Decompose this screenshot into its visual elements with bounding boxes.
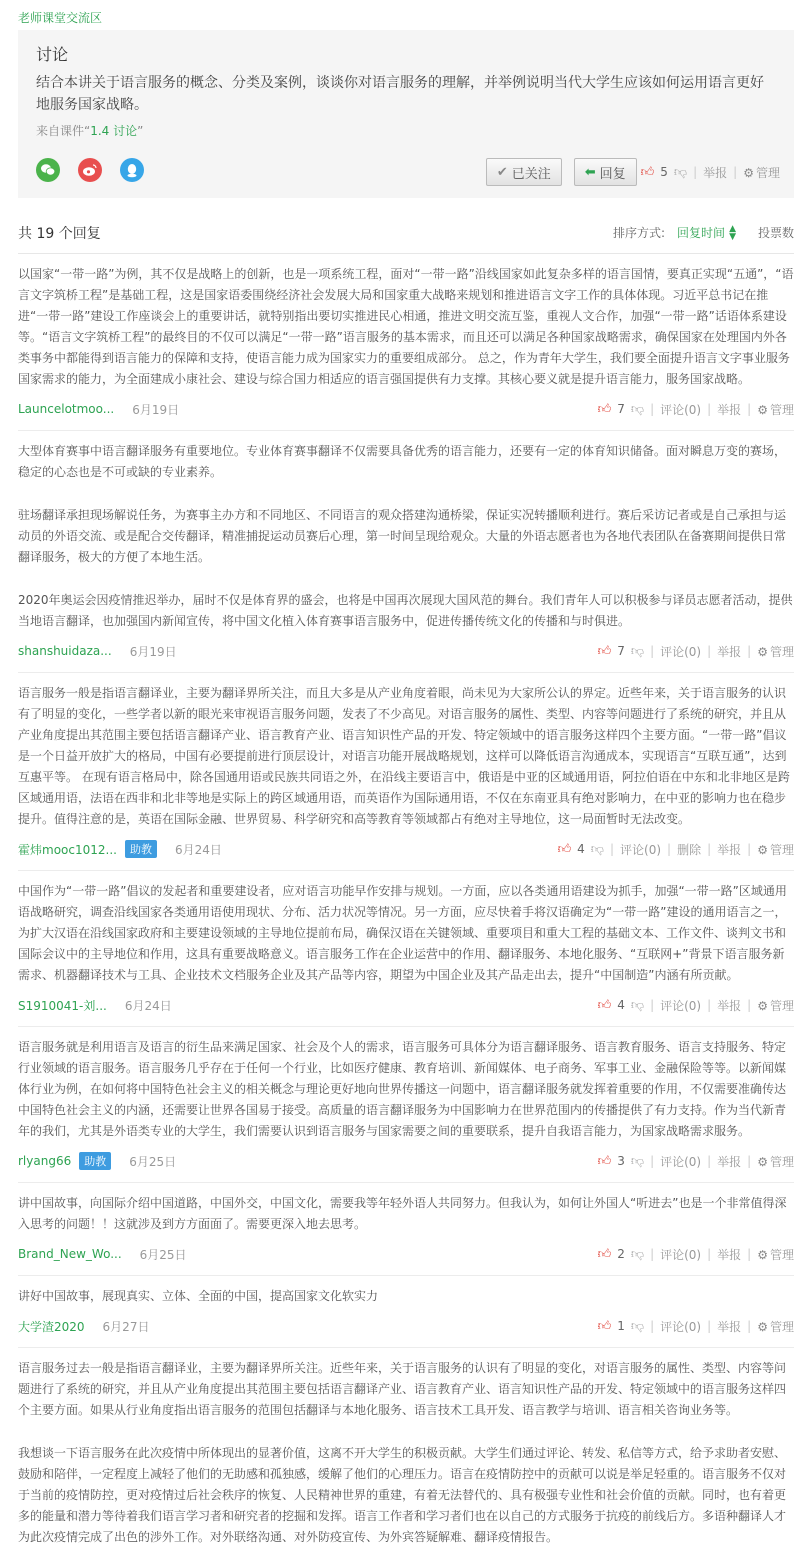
gear-icon: ⚙ bbox=[757, 998, 768, 1013]
author-link[interactable]: Brand_New_Wo... bbox=[18, 1247, 122, 1261]
topic-report-link[interactable]: 举报 bbox=[703, 165, 728, 180]
reply-item bbox=[18, 1276, 794, 1348]
thumbs-up-icon[interactable]: 👍︎ bbox=[597, 1153, 612, 1169]
divider: | bbox=[667, 842, 672, 856]
comment-link[interactable]: 评论(0) bbox=[660, 644, 702, 659]
reply-like-count: 2 bbox=[617, 1247, 625, 1261]
manage-link[interactable]: ⚙ 管理 bbox=[757, 1154, 794, 1169]
weibo-icon[interactable] bbox=[78, 158, 102, 182]
gear-icon: ⚙ bbox=[757, 1319, 768, 1334]
check-icon: ✔ bbox=[496, 164, 508, 180]
reply-meta-left bbox=[18, 401, 179, 418]
reply-date: 6月25日 bbox=[139, 1247, 187, 1262]
reply-vote-group bbox=[598, 402, 644, 417]
reply-actions bbox=[598, 401, 794, 418]
reply-like-count: 3 bbox=[617, 1154, 625, 1168]
reply-body bbox=[18, 441, 794, 632]
reply-item bbox=[18, 1348, 794, 1547]
reply-meta bbox=[18, 990, 794, 1020]
ta-badge: 助教 bbox=[79, 1152, 111, 1170]
thumbs-down-icon[interactable]: 👎︎ bbox=[630, 1153, 645, 1169]
reply-paragraph: 语言服务过去一般是指语言翻译业，主要为翻译界所关注。近些年来，关于语言服务的认识有了明显的变化，对语言服务的属性、类型、内容等问题进行了系统的研究，并且从产业角度提出其范围主要包括语言翻译产业、语言教育产业、语言知识性产品的开发、特定领域中的语言服务这样四个主要方面。如果从行业角度指出语言服务的范围包括翻译与本地化服务、语言技术工具开发、语言教学与培训、语言相关咨询业务等。 bbox=[18, 1361, 787, 1417]
comment-link[interactable]: 评论(0) bbox=[660, 998, 702, 1013]
reply-paragraph: 语言服务一般是指语言翻译业，主要为翻译界所关注，而且大多是从产业角度着眼，尚未见为大家所公认的界定。近些年来，关于语言服务的认识有了明显的变化，一些学者以新的眼光来审视语言服务问题，发表了不少高见。对语言服务的属性、类型、内容等问题进行了系统的研究，并且从产业角度提出其范围主要包括语言翻译产业、语言教育产业、语言知识性产品的开发、特定领域中的语言服务这样四个主要方面。“一带一路”倡议是一个日益开放扩大的格局，中国有必要提前进行顶层设计，对语言功能开展战略规划，这样可以降低语言沟通成本，实现语言“互联互通”，达到互惠平等。 在现有语言格局中，除各国通用语或民族共同语之外，在沿线主要语言中，俄语是中亚的区域通用语，阿拉伯语在中东和北非地区是跨区域通用语，法语在西非和北非等地是实际上的跨区域通用语，而英语作为国际通用语，不仅在东南亚具有绝对影响力，在中亚的影响力也在稳步提升。值得注意的是，英语在国际金融、世界贸易、科学研究和高等教育等领域都占有绝对主导地位，这一局面暂时无法改变。 bbox=[18, 686, 790, 826]
reply-body bbox=[18, 1037, 794, 1142]
gear-icon: ⚙ bbox=[743, 165, 754, 180]
divider: | bbox=[747, 998, 752, 1012]
reply-paragraph: 大型体育赛事中语言翻译服务有重要地位。专业体育赛事翻译不仅需要具备优秀的语言能力，还要有一定的体育知识储备。面对瞬息万变的赛场，稳定的心态也是不可或缺的专业素养。 bbox=[18, 444, 787, 479]
manage-link[interactable]: ⚙ 管理 bbox=[757, 1319, 794, 1334]
thumbs-up-icon[interactable]: 👍︎ bbox=[597, 1318, 612, 1334]
sort-by-time[interactable]: 回复时间 bbox=[677, 226, 726, 240]
author-link[interactable]: S1910041-刘... bbox=[18, 998, 107, 1013]
reply-vote-group bbox=[598, 1154, 644, 1169]
report-link[interactable]: 举报 bbox=[717, 644, 742, 659]
reply-date: 6月24日 bbox=[174, 842, 222, 857]
topic-manage-link[interactable]: ⚙ 管理 bbox=[743, 165, 780, 180]
source-suffix: ” bbox=[137, 124, 144, 138]
gear-icon: ⚙ bbox=[757, 1154, 768, 1169]
reply-button[interactable] bbox=[574, 158, 637, 186]
thumbs-up-icon[interactable]: 👍︎ bbox=[597, 997, 612, 1013]
reply-paragraph: 语言服务就是利用语言及语言的衍生品来满足国家、社会及个人的需求，语言服务可具体分为语言翻译服务、语言教育服务、语言支持服务、特定行业领域的语言服务。语言服务几乎存在于任何一个行业，比如医疗健康、教育培训、新闻媒体、电子商务、军事工业、金融保险等等。以新闻媒体行业为例，在如何将中国特色社会主义的相关概念与理论更好地向世界传播这一问题中，语言翻译服务就发挥着重要的作用，不仅需要准确传达中国特色社会主义的内涵，还需要让世界各国易于接受。高质量的语言翻译服务为中国影响力在世界范围内的传播提供了有力支持。作为当代新青年的我们，尤其是外语类专业的大学生，我们需要认识到语言服务与国家需要之间的重要联系，提升自我语言能力，为国家战略需求服务。 bbox=[18, 1040, 787, 1138]
divider: | bbox=[707, 644, 712, 658]
reply-actions bbox=[598, 1153, 794, 1170]
reply-paragraph: 讲好中国故事，展现真实、立体、全面的中国，提高国家文化软实力 bbox=[18, 1289, 379, 1303]
reply-item bbox=[18, 1183, 794, 1276]
reply-item bbox=[18, 1027, 794, 1183]
author-link[interactable]: Launcelotmoo... bbox=[18, 402, 115, 416]
reply-actions bbox=[598, 1318, 794, 1335]
author-link[interactable]: 霍炜mooc1012... bbox=[18, 842, 117, 857]
divider: | bbox=[650, 1154, 655, 1168]
manage-link[interactable]: ⚙ 管理 bbox=[757, 1247, 794, 1262]
divider: | bbox=[747, 842, 752, 856]
sort-control bbox=[613, 224, 794, 241]
topic-box bbox=[18, 30, 794, 198]
qq-icon[interactable] bbox=[120, 158, 144, 182]
reply-vote-group bbox=[598, 1247, 644, 1262]
comment-link[interactable]: 评论(0) bbox=[660, 1247, 702, 1262]
author-link[interactable]: 大学渣2020 bbox=[18, 1319, 85, 1334]
sort-by-votes[interactable]: 投票数 bbox=[757, 226, 794, 240]
topic-actions bbox=[486, 158, 780, 186]
comment-link[interactable]: 评论(0) bbox=[660, 1154, 702, 1169]
comment-link[interactable]: 评论(0) bbox=[620, 842, 662, 857]
reply-item bbox=[18, 871, 794, 1027]
reply-paragraph: 讲中国故事，向国际介绍中国道路，中国外交，中国文化，需要我等年轻外语人共同努力。但我认为，如何让外国人“听进去”也是一个非常值得深入思考的问题！！这就涉及到方方面面了。需要更深入地去思考。 bbox=[18, 1196, 787, 1231]
report-link[interactable]: 举报 bbox=[717, 1319, 742, 1334]
reply-vote-group bbox=[598, 998, 644, 1013]
delete-link[interactable]: 删除 bbox=[677, 842, 702, 857]
topic-vote-group bbox=[641, 165, 687, 180]
manage-link[interactable]: ⚙ 管理 bbox=[757, 644, 794, 659]
gear-icon: ⚙ bbox=[757, 842, 768, 857]
report-link[interactable]: 举报 bbox=[717, 998, 742, 1013]
divider: | bbox=[650, 644, 655, 658]
report-link[interactable]: 举报 bbox=[717, 402, 742, 417]
thumbs-down-icon[interactable]: 👎︎ bbox=[630, 643, 645, 659]
reply-like-count: 7 bbox=[617, 644, 625, 658]
reply-body bbox=[18, 1193, 794, 1235]
thumbs-up-icon[interactable]: 👍︎ bbox=[597, 643, 612, 659]
reply-date: 6月19日 bbox=[129, 644, 177, 659]
reply-actions bbox=[598, 1246, 794, 1263]
reply-body bbox=[18, 881, 794, 986]
reply-arrow-icon: ⬅ bbox=[584, 164, 596, 180]
thumbs-up-icon[interactable]: 👍︎ bbox=[597, 401, 612, 417]
author-link[interactable]: rlyang66 bbox=[18, 1154, 72, 1168]
reply-meta bbox=[18, 636, 794, 666]
reply-list bbox=[18, 254, 794, 1547]
divider: | bbox=[707, 402, 712, 416]
reply-meta bbox=[18, 834, 794, 864]
reply-item bbox=[18, 673, 794, 871]
reply-body bbox=[18, 264, 794, 390]
divider: | bbox=[747, 1319, 752, 1333]
source-link[interactable]: 1.4 讨论 bbox=[90, 124, 138, 138]
thumbs-down-icon[interactable]: 👎︎ bbox=[590, 841, 604, 857]
reply-paragraph: 2020年奥运会因疫情推迟举办，届时不仅是体育界的盛会，也将是中国再次展现大国风范的舞台。我们青年人可以积极参与译员志愿者活动，提供当地语言翻译，也加强国内新闻宣传，将中国文化植入体育赛事语言服务中，促进传播传统文化的传播和与时俱进。 bbox=[18, 593, 793, 628]
reply-paragraph: 中国作为“一带一路”倡议的发起者和重要建设者，应对语言功能早作安排与规划。一方面，应以各类通用语建设为抓手，加强“一带一路”区域通用语战略研究，调查沿线国家各类通用语使用现状、分布、活力状况等情况。另一方面，应尽快着手将汉语确定为“一带一路”建设的通用语言之一，为扩大汉语在沿线国家政府和主要建设领域的主导地位提前布局，确保汉语在关键领域、重要项目和重大工程的基础文本、工作文件、谈判文书和国际会议中的主导地位和作用，这具有重要战略意义。语言服务工作在企业运营中的作用、翻译服务、本地化服务、“互联网+”背景下语言服务新需求、机器翻译技术与工具、企业技术文档服务企业及其产品等内容，期望为中国企业及其产品走出去，提升“中国制造”内涵有所贡献。 bbox=[18, 884, 787, 982]
reply-paragraph: 以国家“一带一路”为例，其不仅是战略上的创新，也是一项系统工程，面对“一带一路”沿线国家如此复杂多样的语言国情，要真正实现“五通”，“语言文字筑桥工程”是基础工程，这是国家语委围绕经济社会发展大局和国家重大战略来规划和推进语言文字工作的具体体现。习近平总书记在推进“一带一路”建设工作座谈会上的重要讲话，就特别指出要切实推进民心相通，推进文明交流互鉴，重视人文合作，加强“一带一路”话语体系建设等。“语言文字筑桥工程”的最终目的不仅可以满足“一带一路”语言服务的基本需求，而且还可以满足各种国家战略需求，确保国家在处理国内外各类事务中都能得到语言能力的保障和支持，使语言能力成为国家实力的重要组成部分。 总之，作为青年大学生，我们要全面提升语言文字事业服务国家需求的能力，为全面建成小康社会、建设与综合国力相适应的语言强国提供有力支撑。其核心要义就是提升语言能力，服务国家战略。 bbox=[18, 267, 794, 386]
comment-link[interactable]: 评论(0) bbox=[660, 1319, 702, 1334]
divider: | bbox=[610, 842, 615, 856]
divider: | bbox=[747, 1247, 752, 1261]
divider: | bbox=[707, 1319, 712, 1333]
report-link[interactable]: 举报 bbox=[717, 842, 742, 857]
reply-meta-left bbox=[18, 1152, 176, 1170]
reply-like-count: 1 bbox=[617, 1319, 625, 1333]
manage-link[interactable]: ⚙ 管理 bbox=[757, 402, 794, 417]
divider: | bbox=[707, 1154, 712, 1168]
topic-like-count: 5 bbox=[660, 165, 668, 179]
reply-body bbox=[18, 1358, 794, 1547]
reply-meta-left bbox=[18, 997, 172, 1014]
divider: | bbox=[707, 1247, 712, 1261]
gear-icon: ⚙ bbox=[757, 402, 768, 417]
reply-date: 6月27日 bbox=[102, 1319, 150, 1334]
replies-count: 共 19 个回复 bbox=[18, 225, 101, 242]
divider: | bbox=[650, 1319, 655, 1333]
reply-meta bbox=[18, 1311, 794, 1341]
sort-arrows-icon[interactable]: ▲ ▼ bbox=[729, 223, 736, 242]
divider: | bbox=[733, 165, 738, 179]
reply-actions bbox=[558, 841, 794, 858]
reply-item bbox=[18, 254, 794, 431]
reply-like-count: 4 bbox=[617, 998, 625, 1012]
report-link[interactable]: 举报 bbox=[717, 1247, 742, 1262]
reply-meta-left bbox=[18, 840, 222, 858]
reply-actions bbox=[598, 643, 794, 660]
manage-link[interactable]: ⚙ 管理 bbox=[757, 842, 794, 857]
reply-vote-group bbox=[598, 644, 644, 659]
gear-icon: ⚙ bbox=[757, 1247, 768, 1262]
reply-meta bbox=[18, 394, 794, 424]
divider: | bbox=[650, 1247, 655, 1261]
divider: | bbox=[650, 402, 655, 416]
reply-date: 6月19日 bbox=[132, 402, 180, 417]
follow-label: 已关注 bbox=[511, 166, 551, 182]
divider: | bbox=[650, 998, 655, 1012]
divider: | bbox=[707, 842, 712, 856]
reply-vote-group bbox=[598, 1319, 644, 1334]
reply-body bbox=[18, 683, 794, 830]
ta-badge: 助教 bbox=[125, 840, 157, 858]
topic-body: 结合本讲关于语言服务的概念、分类及案例，谈谈你对语言服务的理解，并举例说明当代大学生应该如何运用语言更好地服务国家战略。 bbox=[36, 75, 764, 113]
thumbs-down-icon[interactable]: 👎︎ bbox=[630, 1318, 645, 1334]
author-link[interactable]: shanshuidaza... bbox=[18, 644, 112, 658]
source-prefix: 来自课件“ bbox=[36, 124, 91, 138]
reply-meta-left bbox=[18, 1318, 149, 1335]
wechat-icon[interactable] bbox=[36, 158, 60, 182]
divider: | bbox=[747, 402, 752, 416]
divider: | bbox=[747, 644, 752, 658]
reply-vote-group bbox=[558, 842, 604, 857]
thumbs-up-icon[interactable]: 👍︎ bbox=[597, 1246, 612, 1262]
reply-item bbox=[18, 431, 794, 673]
reply-meta bbox=[18, 1239, 794, 1269]
sort-label: 排序方式: bbox=[613, 226, 666, 240]
reply-date: 6月25日 bbox=[129, 1154, 177, 1169]
report-link[interactable]: 举报 bbox=[717, 1154, 742, 1169]
reply-paragraph: 驻场翻译承担现场解说任务，为赛事主办方和不同地区、不同语言的观众搭建沟通桥梁，保证实况转播顺利进行。赛后采访记者或是自己承担与运动员的外语交流、或是配合交传翻译，精准捕捉运动员赛后心理，第一时间呈现给观众。大量的外语志愿者也为各地代表团队在备赛期间提供日常翻译服务，极大的方便了本地生活。 bbox=[18, 508, 787, 564]
follow-button[interactable] bbox=[486, 158, 562, 186]
divider: | bbox=[693, 165, 698, 179]
reply-actions bbox=[598, 997, 794, 1014]
reply-like-count: 7 bbox=[617, 402, 625, 416]
thumbs-down-icon[interactable]: 👎︎ bbox=[630, 401, 645, 417]
section-link[interactable]: 老师课堂交流区 bbox=[18, 11, 103, 25]
reply-meta-left bbox=[18, 1246, 187, 1263]
thumbs-down-icon[interactable]: 👎︎ bbox=[630, 1246, 645, 1262]
divider: | bbox=[707, 998, 712, 1012]
reply-like-count: 4 bbox=[577, 842, 585, 856]
share-row bbox=[36, 158, 144, 182]
topic-title: 讨论 bbox=[36, 45, 69, 64]
thumbs-down-icon[interactable]: 👎︎ bbox=[630, 997, 645, 1013]
reply-paragraph: 我想谈一下语言服务在此次疫情中所体现出的显著价值，这离不开大学生的积极贡献。大学生们通过评论、转发、私信等方式，给予求助者安慰、鼓励和陪伴，一定程度上减轻了他们的无助感和孤独感，缓解了他们的心理压力。语言在疫情防控中的贡献可以说是举足轻重的。语言服务不仅对于当前的疫情防控，更对疫情过后社会秩序的恢复、人民精神世界的重建，有着无法替代的、具有极强专业性和社会价值的贡献。同时，也有着更多的能量和潜力等待着我们语言学习者和研究者的挖掘和发挥。语言工作者和学习者们也在以自己的方式服务于抗疫的前线后方。多语种翻译人才为此次疫情完成了出色的涉外工作。对外联络沟通、对外防疫宣传、为外宾答疑解难、翻译疫情报告。 bbox=[18, 1446, 787, 1544]
gear-icon: ⚙ bbox=[757, 644, 768, 659]
thumbs-down-icon[interactable]: 👎︎ bbox=[673, 164, 688, 180]
comment-link[interactable]: 评论(0) bbox=[660, 402, 702, 417]
thumbs-up-icon[interactable]: 👍︎ bbox=[557, 841, 572, 857]
reply-label: 回复 bbox=[599, 166, 626, 182]
divider: | bbox=[747, 1154, 752, 1168]
reply-body bbox=[18, 1286, 794, 1307]
thumbs-up-icon[interactable]: 👍︎ bbox=[640, 164, 655, 180]
reply-meta-left bbox=[18, 643, 177, 660]
reply-date: 6月24日 bbox=[124, 998, 172, 1013]
topic-source bbox=[36, 122, 776, 139]
replies-header bbox=[18, 222, 794, 254]
manage-link[interactable]: ⚙ 管理 bbox=[757, 998, 794, 1013]
reply-meta bbox=[18, 1146, 794, 1176]
